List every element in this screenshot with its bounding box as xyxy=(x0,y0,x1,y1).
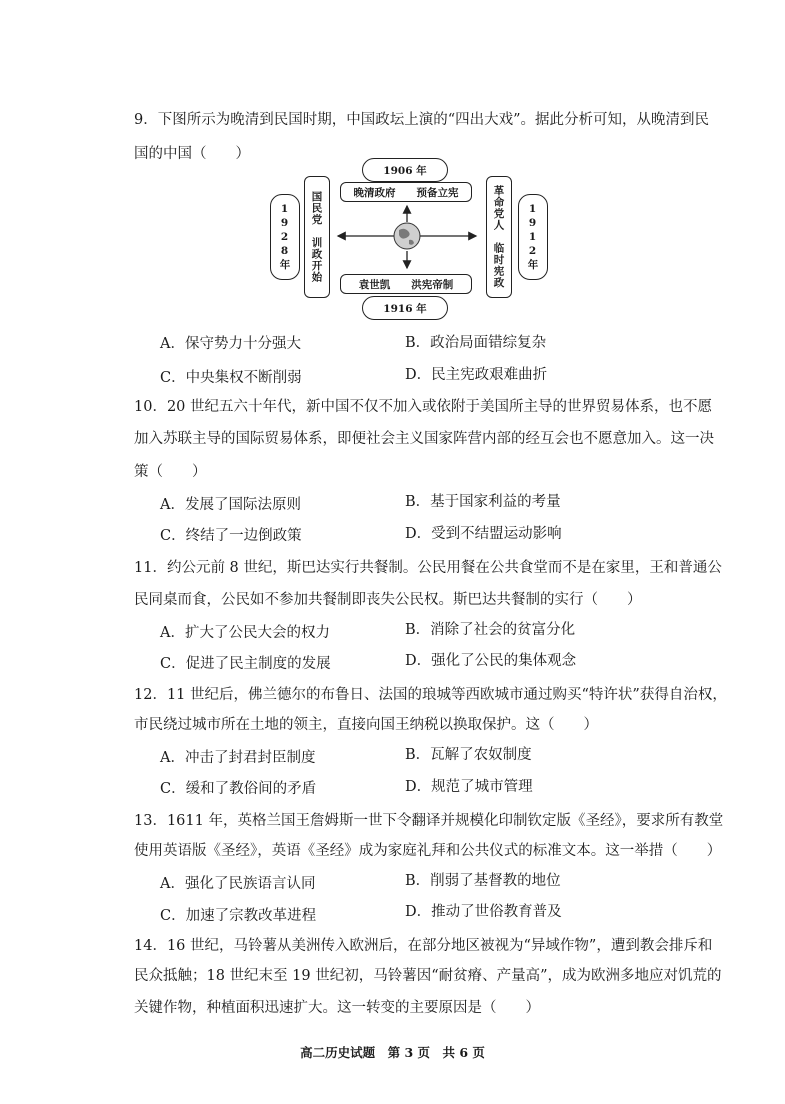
q14-stem-line3: 关键作物，种植面积迅速扩大。这一转变的主要原因是（ ） xyxy=(134,1000,540,1016)
q13-stem-line1: 13．1611 年，英格兰国王詹姆斯一世下令翻译并规模化印制钦定版《圣经》，要求所有教堂 xyxy=(134,813,724,829)
q12-option-a[interactable]: A．冲击了封君封臣制度 xyxy=(160,750,316,766)
q12-option-d[interactable]: D．规范了城市管理 xyxy=(405,779,533,795)
q11-option-b[interactable]: B．消除了社会的贫富分化 xyxy=(405,622,576,638)
q11-stem-line1: 11．约公元前 8 世纪，斯巴达实行共餐制。公民用餐在公共食堂而不是在家里，王和普通公 xyxy=(134,560,722,576)
q10-stem-line2: 加入苏联主导的国际贸易体系，即便社会主义国家阵营内部的经互会也不愿意加入。这一决 xyxy=(134,431,714,447)
q13-option-b[interactable]: B．削弱了基督教的地位 xyxy=(405,873,561,889)
q12-option-b[interactable]: B．瓦解了农奴制度 xyxy=(405,747,532,763)
q9-option-a[interactable]: A．保守势力十分强大 xyxy=(160,336,301,352)
q9-option-d[interactable]: D．民主宪政艰难曲折 xyxy=(405,367,548,383)
q9-stem-line2: 国的中国（ ） xyxy=(134,146,250,162)
diagram-bottom-year: 1916 年 xyxy=(362,296,448,320)
q13-option-a[interactable]: A．强化了民族语言认同 xyxy=(160,876,316,892)
diagram-bottom-event: 袁世凯 洪宪帝制 xyxy=(340,274,472,294)
diagram-left-event: 国民党 训政开始 xyxy=(310,191,323,283)
diagram-top-event: 晚清政府 预备立宪 xyxy=(340,182,472,202)
q10-stem-line1: 10．20 世纪五六十年代，新中国不仅不加入或依附于美国所主导的世界贸易体系，也不愿 xyxy=(134,399,713,415)
q10-option-a[interactable]: A．发展了国际法原则 xyxy=(160,497,301,513)
page-footer: 高二历史试题 第 3 页 共 6 页 xyxy=(300,1045,485,1060)
q14-stem-line1: 14．16 世纪，马铃薯从美洲传入欧洲后，在部分地区被视为“异域作物”，遭到教会排斥和 xyxy=(134,938,713,954)
q9-option-c[interactable]: C．中央集权不断削弱 xyxy=(160,370,302,386)
q9-option-b[interactable]: B．政治局面错综复杂 xyxy=(405,335,547,351)
q10-option-d[interactable]: D．受到不结盟运动影响 xyxy=(405,526,562,542)
q12-option-c[interactable]: C．缓和了教俗间的矛盾 xyxy=(160,781,317,797)
diagram-right-year: 1912年 xyxy=(526,202,539,272)
q14-stem-line2: 民众抵触；18 世纪末至 19 世纪初，马铃薯因“耐贫瘠、产量高”，成为欧洲多地应对饥荒的 xyxy=(134,968,722,984)
q11-option-a[interactable]: A．扩大了公民大会的权力 xyxy=(160,625,330,641)
diagram-top-year: 1906 年 xyxy=(362,158,448,182)
q12-stem-line2: 市民绕过城市所在土地的领主，直接向国王纳税以换取保护。这（ ） xyxy=(134,717,598,733)
q13-option-d[interactable]: D．推动了世俗教育普及 xyxy=(405,904,562,920)
q11-option-d[interactable]: D．强化了公民的集体观念 xyxy=(405,653,577,669)
q10-option-b[interactable]: B．基于国家利益的考量 xyxy=(405,494,561,510)
q11-stem-line2: 民同桌而食，公民如不参加共餐制即丧失公民权。斯巴达共餐制的实行（ ） xyxy=(134,592,642,608)
q9-diagram xyxy=(268,156,558,320)
diagram-right-event: 革命党人 临时宪政 xyxy=(492,185,505,289)
q10-stem-line3: 策（ ） xyxy=(134,464,207,480)
diagram-left-year: 1928年 xyxy=(278,202,291,272)
q13-stem-line2: 使用英语版《圣经》，英语《圣经》成为家庭礼拜和公共仪式的标准文本。这一举措（ ） xyxy=(134,843,722,859)
q12-stem-line1: 12．11 世纪后，佛兰德尔的布鲁日、法国的琅城等西欧城市通过购买“特许状”获得自治权， xyxy=(134,687,727,703)
q10-option-c[interactable]: C．终结了一边倒政策 xyxy=(160,528,302,544)
q11-option-c[interactable]: C．促进了民主制度的发展 xyxy=(160,656,331,672)
diagram-arrows xyxy=(268,156,558,320)
q9-stem-line1: 9．下图所示为晚清到民国时期，中国政坛上演的“四出大戏”。据此分析可知，从晚清到民 xyxy=(134,112,710,128)
q13-option-c[interactable]: C．加速了宗教改革进程 xyxy=(160,908,317,924)
